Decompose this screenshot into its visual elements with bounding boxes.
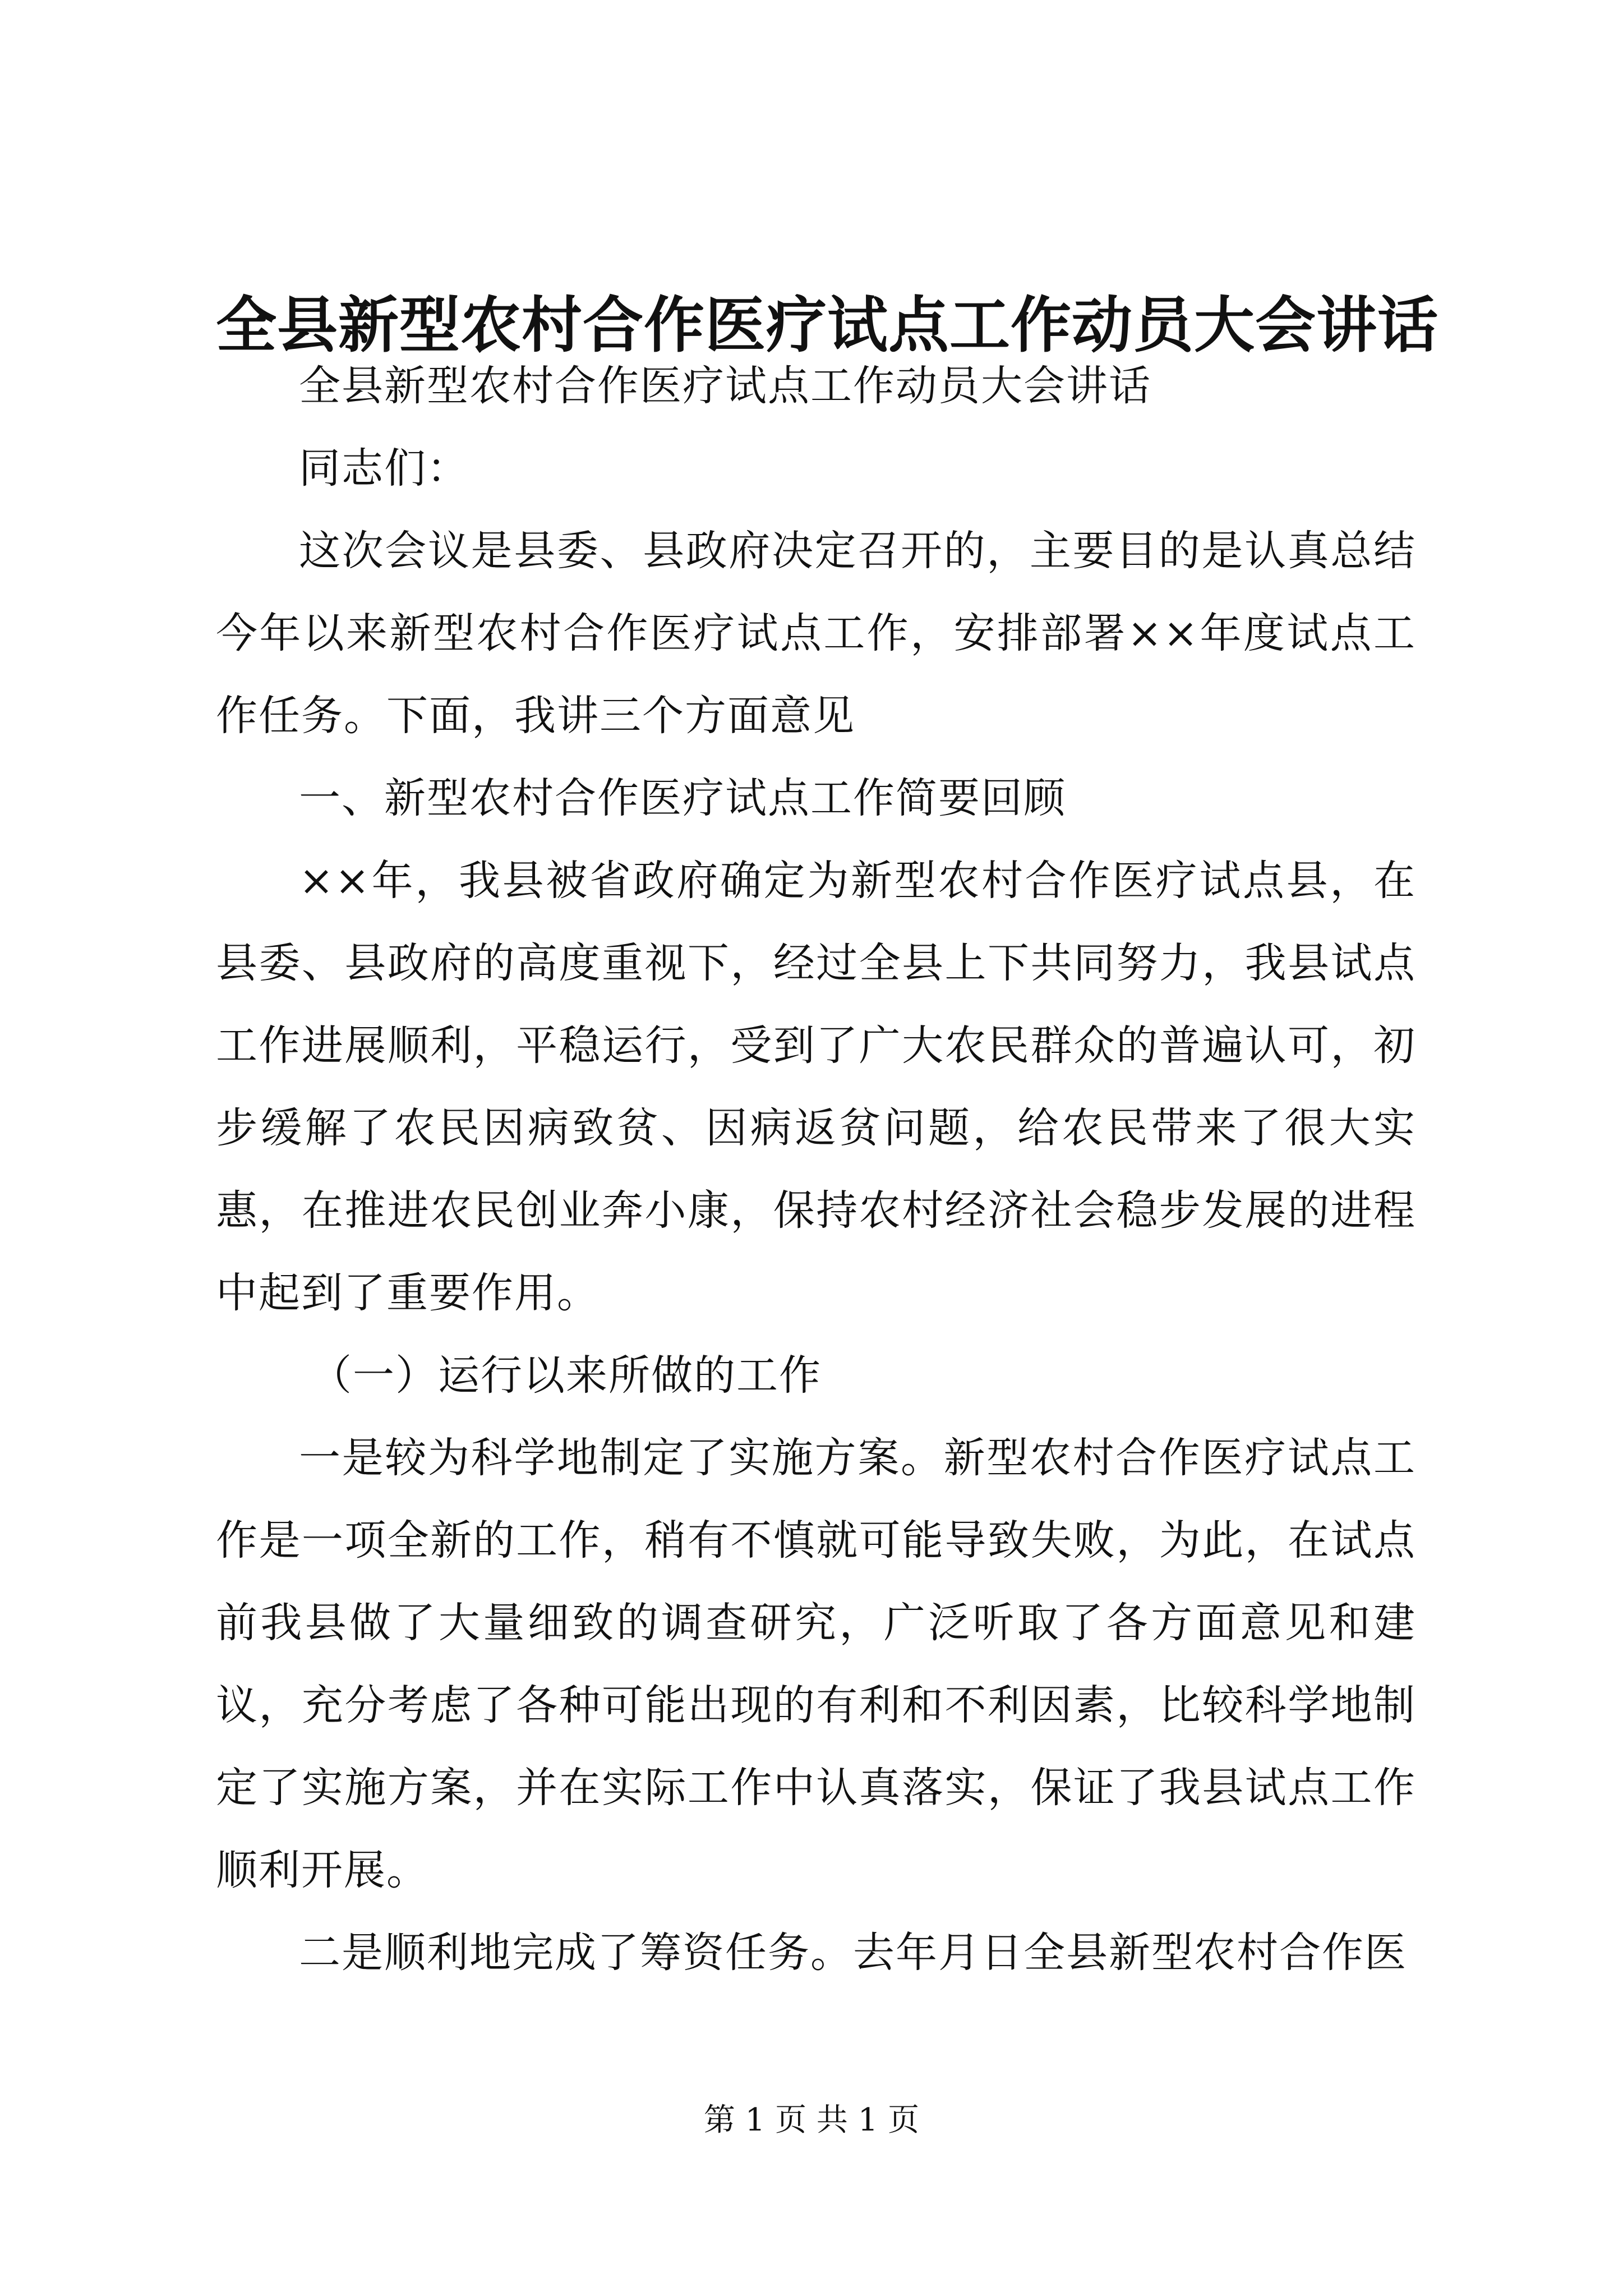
body-paragraph: ××年，我县被省政府确定为新型农村合作医疗试点县，在县委、县政府的高度重视下，经过全县上下共同努力，我县试点工作进展顺利，平稳运行，受到了广大农民群众的普遍认可，初步缓解了农民因病致贫、因病返贫问题，给农民带来了很大实惠，在推进农民创业奔小康，保持农村经济社会稳步发展的进程中起到了重要作用。 [216,857,1416,1317]
body-paragraph: 这次会议是县委、县政府决定召开的，主要目的是认真总结今年以来新型农村合作医疗试点工作，安排部署××年度试点工作任务。下面，我讲三个方面意见 [216,527,1416,740]
body-paragraph: 一是较为科学地制定了实施方案。新型农村合作医疗试点工作是一项全新的工作，稍有不慎就可能导致失败，为此，在试点前我县做了大量细致的调查研究，广泛听取了各方面意见和建议，充分考虑了各种可能出现的有利和不利因素，比较科学地制定了实施方案，并在实际工作中认真落实，保证了我县试点工作顺利开展。 [216,1434,1416,1894]
subsection-heading: （一）运行以来所做的工作 [310,1351,822,1400]
page-footer: 第 1 页 共 1 页 [703,2102,920,2138]
salutation-paragraph: 同志们： [299,444,469,493]
document-title: 全县新型农村合作医疗试点工作动员大会讲话 [216,290,1439,361]
subtitle-paragraph: 全县新型农村合作医疗试点工作动员大会讲话 [299,362,1151,410]
document-body [216,345,1416,1994]
section-heading: 一、新型农村合作医疗试点工作简要回顾 [299,774,1066,822]
body-paragraph: 二是顺利地完成了筹资任务。去年月日全县新型农村合作医 [299,1929,1407,1977]
